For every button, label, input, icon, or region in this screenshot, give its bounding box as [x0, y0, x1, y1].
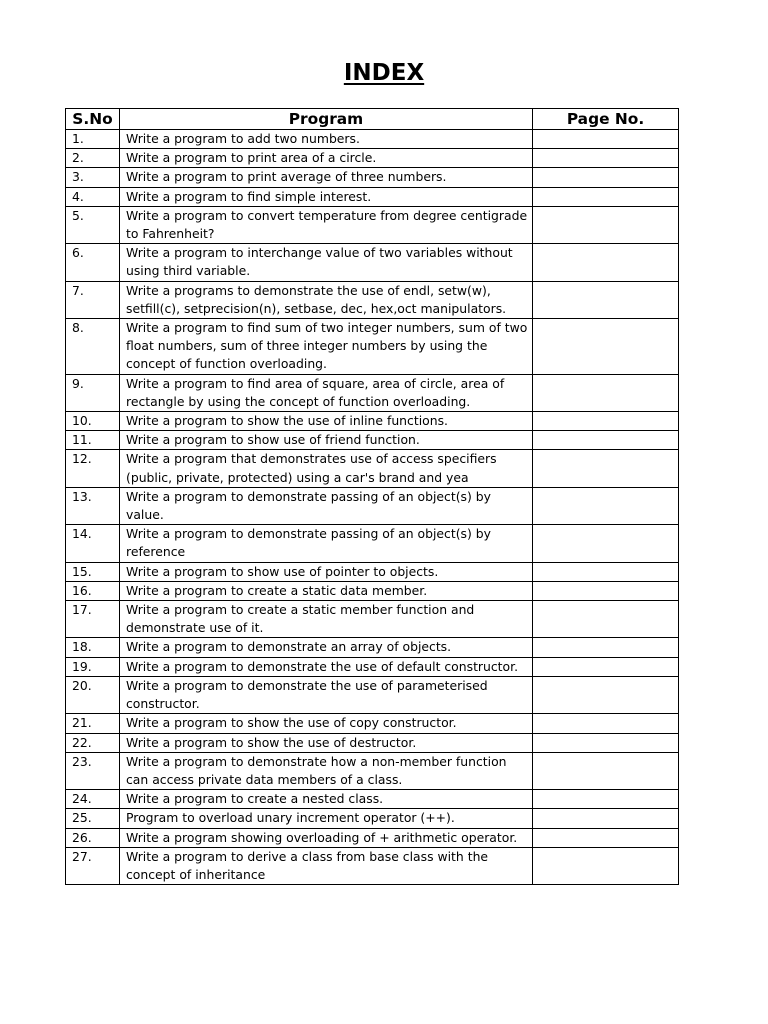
table-row — [66, 676, 679, 713]
row-program-cell: Write a program that demonstrates use of access specifiers (public, private, protected) using a car's brand and yea — [120, 450, 533, 487]
row-sno-cell: 20. — [66, 676, 120, 713]
row-program-cell: Write a program to show the use of destructor. — [120, 733, 533, 752]
row-program-cell: Write a program to create a static member function and demonstrate use of it. — [120, 601, 533, 638]
row-page-cell — [533, 733, 679, 752]
table-row — [66, 374, 679, 411]
row-program-cell: Write a program to show use of friend function. — [120, 431, 533, 450]
row-program-cell: Write a program to demonstrate passing of an object(s) by reference — [120, 525, 533, 562]
row-page-cell — [533, 790, 679, 809]
row-program-cell: Write a program to derive a class from base class with the concept of inheritance — [120, 847, 533, 884]
row-program-cell: Write a program to find simple interest. — [120, 187, 533, 206]
row-sno-cell: 11. — [66, 431, 120, 450]
row-page-cell — [533, 244, 679, 281]
row-page-cell — [533, 412, 679, 431]
row-program-cell: Write a program to demonstrate the use of parameterised constructor. — [120, 676, 533, 713]
table-row — [66, 638, 679, 657]
table-row — [66, 187, 679, 206]
table-row — [66, 206, 679, 243]
row-page-cell — [533, 847, 679, 884]
header-page-no: Page No. — [533, 109, 679, 130]
row-page-cell — [533, 676, 679, 713]
row-sno-cell: 5. — [66, 206, 120, 243]
row-program-cell: Write a program to interchange value of two variables without using third variable. — [120, 244, 533, 281]
table-row — [66, 450, 679, 487]
row-sno-cell: 19. — [66, 657, 120, 676]
row-program-cell: Write a program to show the use of copy constructor. — [120, 714, 533, 733]
row-program-cell: Write a program to demonstrate passing of an object(s) by value. — [120, 487, 533, 524]
row-program-cell: Write a program to convert temperature from degree centigrade to Fahrenheit? — [120, 206, 533, 243]
row-page-cell — [533, 130, 679, 149]
row-program-cell: Write a program to print average of three numbers. — [120, 168, 533, 187]
row-sno-cell: 27. — [66, 847, 120, 884]
row-sno-cell: 9. — [66, 374, 120, 411]
row-page-cell — [533, 168, 679, 187]
table-row — [66, 601, 679, 638]
row-page-cell — [533, 374, 679, 411]
row-page-cell — [533, 149, 679, 168]
row-page-cell — [533, 187, 679, 206]
row-sno-cell: 10. — [66, 412, 120, 431]
table-header-row — [66, 109, 679, 130]
table-row — [66, 281, 679, 318]
row-page-cell — [533, 525, 679, 562]
row-sno-cell: 18. — [66, 638, 120, 657]
table-row — [66, 847, 679, 884]
row-page-cell — [533, 562, 679, 581]
row-sno-cell: 22. — [66, 733, 120, 752]
row-program-cell: Write a programs to demonstrate the use of endl, setw(w), setfill(c), setprecision(n), setbase, dec, hex,oct manipulators. — [120, 281, 533, 318]
row-program-cell: Write a program to demonstrate how a non-member function can access private data members of a class. — [120, 752, 533, 789]
table-row — [66, 809, 679, 828]
row-program-cell: Write a program to show use of pointer to objects. — [120, 562, 533, 581]
row-page-cell — [533, 828, 679, 847]
table-body — [66, 130, 679, 885]
row-sno-cell: 7. — [66, 281, 120, 318]
row-sno-cell: 25. — [66, 809, 120, 828]
row-sno-cell: 4. — [66, 187, 120, 206]
table-row — [66, 657, 679, 676]
row-page-cell — [533, 638, 679, 657]
row-sno-cell: 21. — [66, 714, 120, 733]
row-sno-cell: 8. — [66, 319, 120, 375]
index-table — [65, 108, 679, 885]
row-page-cell — [533, 319, 679, 375]
row-page-cell — [533, 450, 679, 487]
header-sno: S.No — [66, 109, 120, 130]
table-row — [66, 562, 679, 581]
row-sno-cell: 3. — [66, 168, 120, 187]
row-page-cell — [533, 581, 679, 600]
row-program-cell: Program to overload unary increment operator (++). — [120, 809, 533, 828]
row-sno-cell: 16. — [66, 581, 120, 600]
row-program-cell: Write a program to demonstrate the use of default constructor. — [120, 657, 533, 676]
row-sno-cell: 14. — [66, 525, 120, 562]
row-program-cell: Write a program to find area of square, area of circle, area of rectangle by using the concept of function overloading. — [120, 374, 533, 411]
row-sno-cell: 23. — [66, 752, 120, 789]
table-row — [66, 581, 679, 600]
row-program-cell: Write a program to add two numbers. — [120, 130, 533, 149]
row-sno-cell: 26. — [66, 828, 120, 847]
row-page-cell — [533, 657, 679, 676]
row-program-cell: Write a program showing overloading of + arithmetic operator. — [120, 828, 533, 847]
table-row — [66, 431, 679, 450]
row-page-cell — [533, 601, 679, 638]
row-sno-cell: 13. — [66, 487, 120, 524]
row-program-cell: Write a program to find sum of two integer numbers, sum of two float numbers, sum of three integer numbers by using the concept of function overloading. — [120, 319, 533, 375]
row-program-cell: Write a program to create a nested class. — [120, 790, 533, 809]
table-row — [66, 319, 679, 375]
row-page-cell — [533, 431, 679, 450]
row-sno-cell: 24. — [66, 790, 120, 809]
row-page-cell — [533, 281, 679, 318]
page-title: INDEX — [343, 60, 425, 86]
row-sno-cell: 15. — [66, 562, 120, 581]
table-row — [66, 714, 679, 733]
table-row — [66, 828, 679, 847]
table-row — [66, 244, 679, 281]
table-row — [66, 790, 679, 809]
table-row — [66, 130, 679, 149]
table-row — [66, 525, 679, 562]
row-sno-cell: 17. — [66, 601, 120, 638]
table-row — [66, 752, 679, 789]
row-program-cell: Write a program to show the use of inline functions. — [120, 412, 533, 431]
row-sno-cell: 1. — [66, 130, 120, 149]
header-program: Program — [120, 109, 533, 130]
row-program-cell: Write a program to print area of a circle. — [120, 149, 533, 168]
table-row — [66, 733, 679, 752]
row-page-cell — [533, 714, 679, 733]
row-page-cell — [533, 487, 679, 524]
table-row — [66, 149, 679, 168]
row-sno-cell: 2. — [66, 149, 120, 168]
row-program-cell: Write a program to demonstrate an array of objects. — [120, 638, 533, 657]
table-row — [66, 412, 679, 431]
row-page-cell — [533, 809, 679, 828]
row-page-cell — [533, 206, 679, 243]
table-row — [66, 168, 679, 187]
row-sno-cell: 12. — [66, 450, 120, 487]
table-row — [66, 487, 679, 524]
row-sno-cell: 6. — [66, 244, 120, 281]
row-program-cell: Write a program to create a static data member. — [120, 581, 533, 600]
row-page-cell — [533, 752, 679, 789]
